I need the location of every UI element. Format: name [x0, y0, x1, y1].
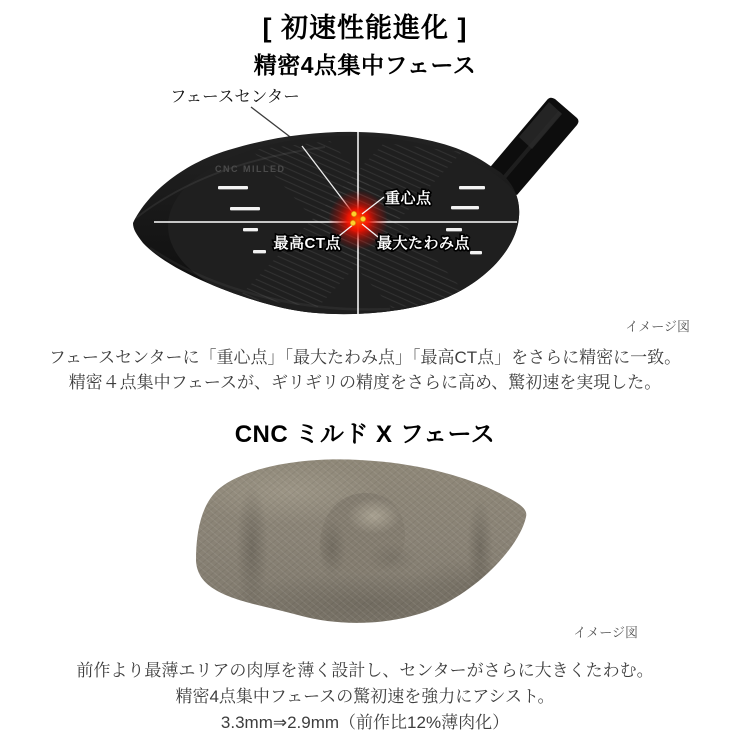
- score-line: [230, 207, 260, 210]
- sweet-spot-dot: [351, 211, 356, 216]
- image-caption-2: イメージ図: [573, 625, 638, 640]
- score-line: [253, 250, 266, 253]
- score-line: [446, 228, 462, 231]
- label-max-deflection-point: 最大たわみ点: [377, 235, 471, 252]
- face-center-callout-label: フェースセンター: [170, 88, 300, 106]
- paragraph-line: 前作より最薄エリアの肉厚を薄く設計し、センターがさらに大きくたわむ。: [76, 661, 654, 680]
- sweet-spot-glow-core: [345, 207, 371, 233]
- sweet-spot-dot: [360, 216, 365, 221]
- label-max-ct-point: 最高CT点: [273, 235, 341, 252]
- cnc-milled-stamp: CNC MILLED: [215, 164, 286, 174]
- score-line: [470, 251, 482, 254]
- section-subtitle: 精密4点集中フェース: [253, 52, 477, 78]
- sweet-spot-dot: [350, 220, 355, 225]
- score-line: [243, 228, 258, 231]
- score-line: [459, 186, 485, 189]
- cnc-description-paragraph: [0, 658, 730, 736]
- image-caption-1: イメージ図: [625, 319, 690, 334]
- cnc-section-heading: CNC ミルド X フェース: [234, 421, 496, 448]
- paragraph-line: フェースセンターに「重心点」「最大たわみ点」「最高CT点」をさらに精密に一致。: [48, 348, 682, 367]
- score-line: [451, 206, 479, 209]
- page-title: [ 初速性能進化 ]: [262, 13, 468, 43]
- club-face-figure: [0, 80, 730, 342]
- paragraph-line: 精密4点集中フェースの驚初速を強力にアシスト。: [175, 687, 555, 706]
- score-line: [218, 186, 248, 189]
- face-cup-shading: [190, 450, 535, 636]
- paragraph-line: 3.3mm⇒2.9mm（前作比12%薄肉化）: [220, 713, 510, 732]
- face-description-paragraph: [0, 345, 730, 395]
- label-gravity-point: 重心点: [385, 190, 432, 207]
- face-cup-figure: [0, 445, 730, 650]
- paragraph-line: 精密４点集中フェースが、ギリギリの精度をさらに高め、驚初速を実現した。: [68, 373, 662, 392]
